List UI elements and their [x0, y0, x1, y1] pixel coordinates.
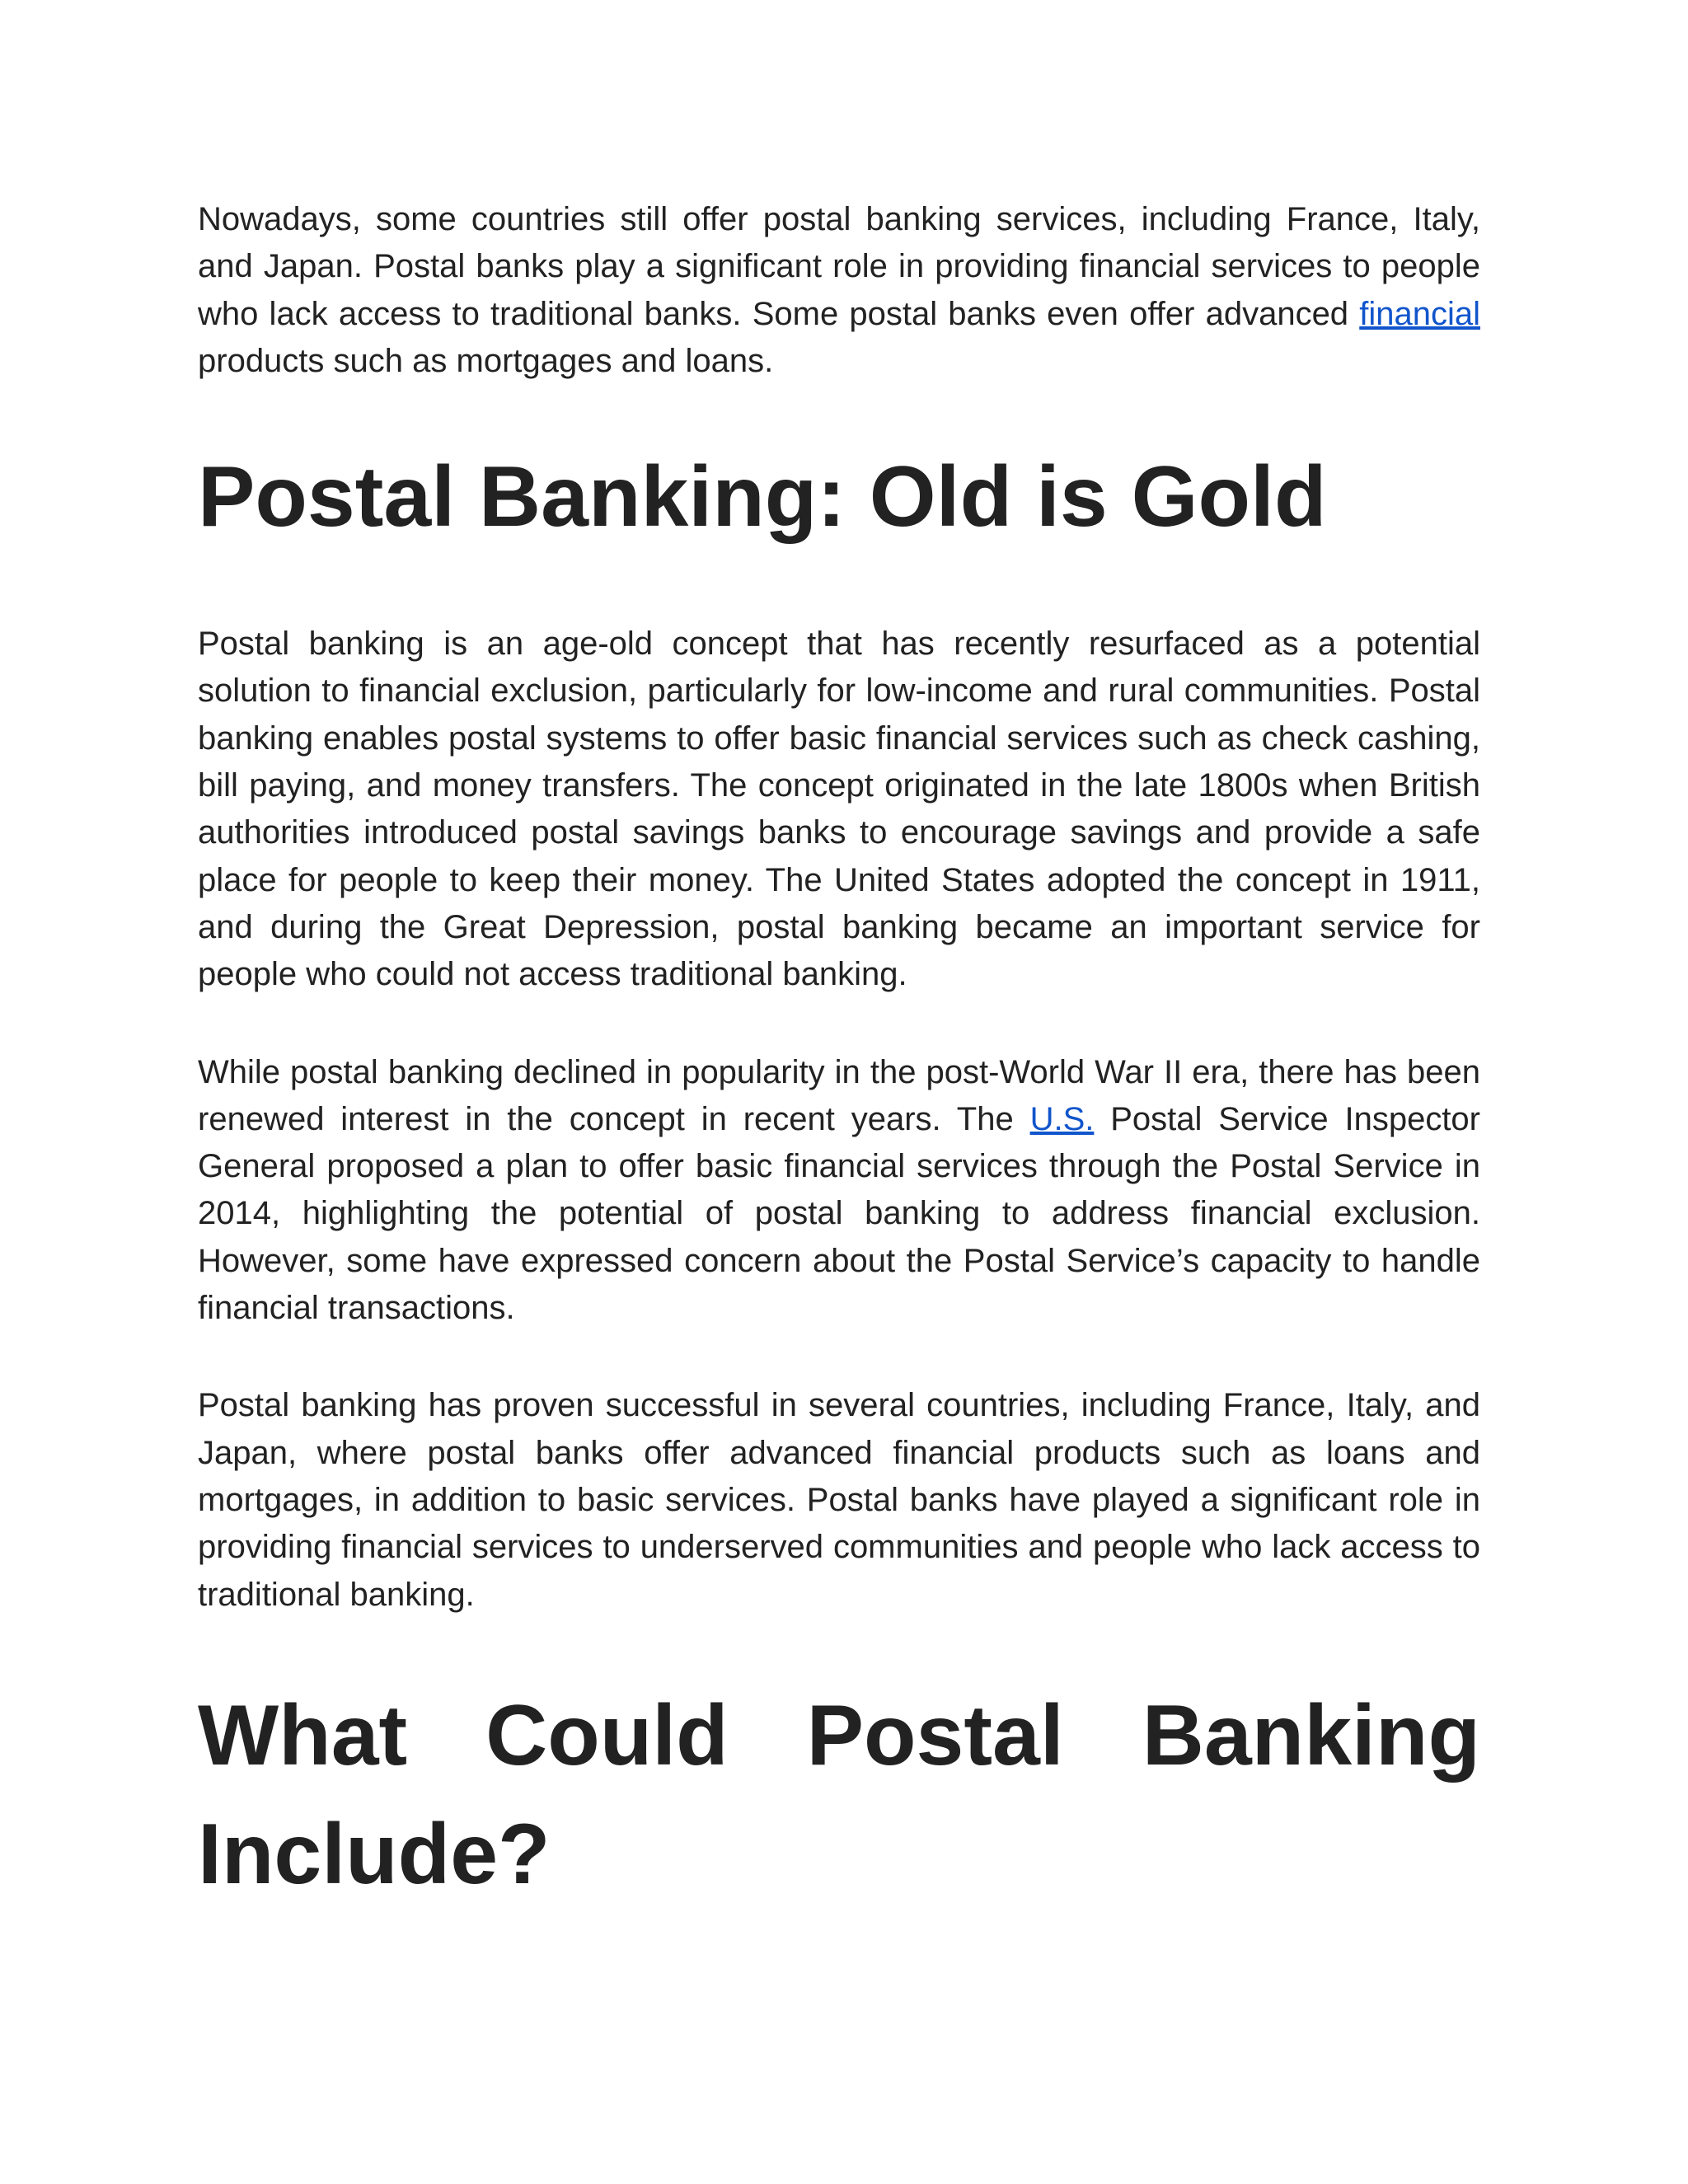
- success-paragraph: Postal banking has proven successful in several countries, including France, Italy, and Japan, where postal banks offer advanced financial products such as loans and mortgages, in addition to basic services. Postal banks have played a significant role in providing financial services to underserved communities and people who lack access to traditional banking.: [198, 1387, 1480, 1613]
- financial-link[interactable]: financial: [1359, 295, 1480, 332]
- history-paragraph: Postal banking is an age-old concept that has recently resurfaced as a potential solution to financial exclusion, particularly for low-income and rural communities. Postal banking enables postal systems to offer basic financial services such as check cashing, bill paying, and money transfers. The concept originated in the late 1800s when British authorities introduced postal savings banks to encourage savings and provide a safe place for people to keep their money. The United States adopted the concept in 1911, and during the Great Depression, postal banking became an important service for people who could not access traditional banking.: [198, 626, 1480, 993]
- heading-old-is-gold: Postal Banking: Old is Gold: [198, 449, 1327, 546]
- heading-what-could-include: What Could Postal Banking Include?: [198, 1687, 1480, 1902]
- intro-paragraph: [198, 196, 1480, 385]
- para-2-text-a: While postal banking declined in popularity in the post-World War II era, there has been renewed interest in the concept in recent years. The: [198, 1053, 1480, 1137]
- renewed-interest-paragraph: [198, 1049, 1480, 1333]
- intro-text-a: Nowadays, some countries still offer postal banking services, including France, Italy, and Japan. Postal banks play a significant role in providing financial services to people who lack access to traditional banks. Some postal banks even offer advanced: [198, 201, 1480, 332]
- para-2-text-b: Postal Service Inspector General proposed a plan to offer basic financial services through the Postal Service in 2014, highlighting the potential of postal banking to address financial exclusion. However, some have expressed concern about the Postal Service’s capacity to handle financial transactions.: [198, 1100, 1481, 1327]
- intro-text-b: products such as mortgages and loans.: [198, 342, 774, 379]
- us-link[interactable]: U.S.: [1029, 1100, 1095, 1137]
- document-page: [198, 196, 1480, 1914]
